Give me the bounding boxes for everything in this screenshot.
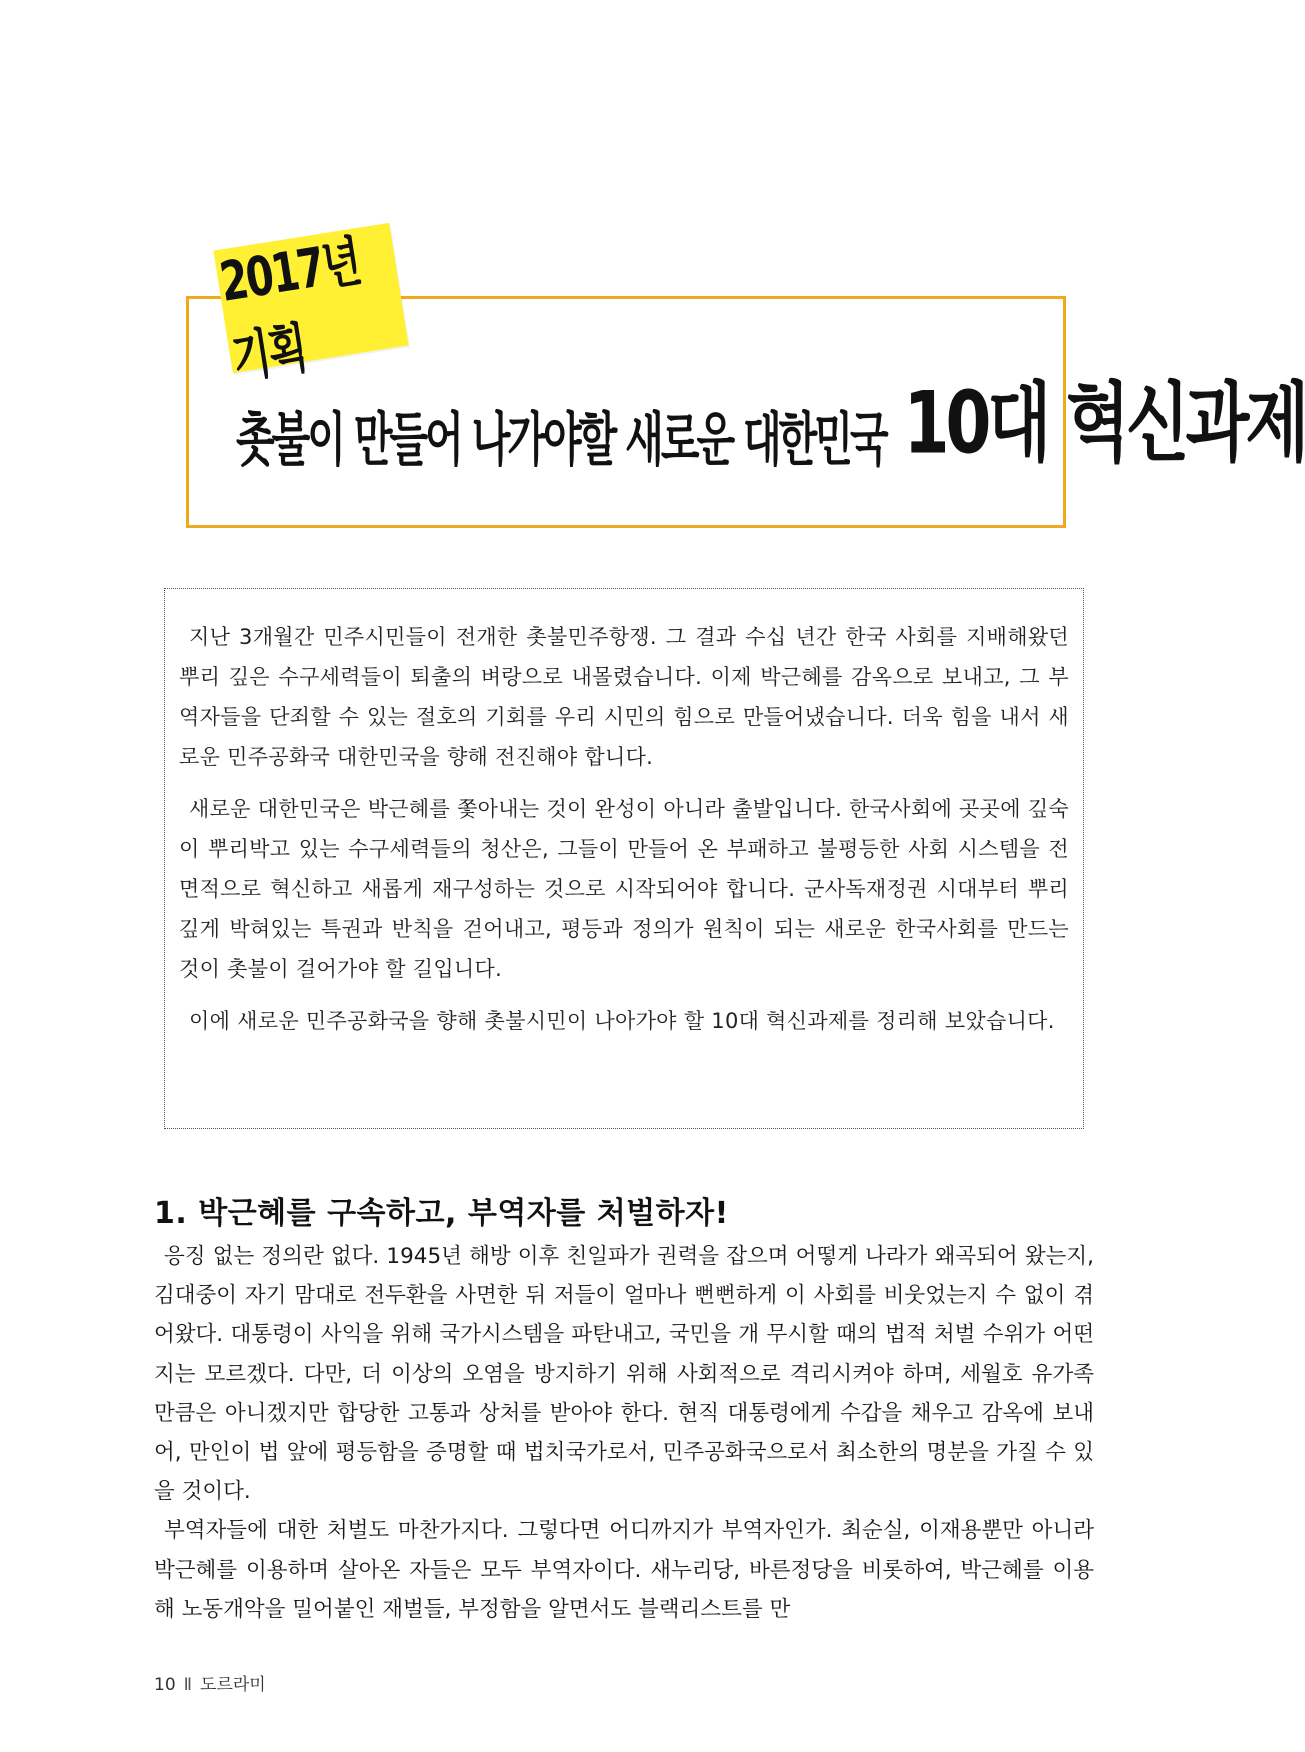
banner-label: 2017년 기획 — [215, 231, 364, 391]
section-heading: 1. 박근혜를 구속하고, 부역자를 처벌하자! — [154, 1196, 729, 1231]
publication-name: 도르라미 — [200, 1675, 266, 1695]
intro-paragraph: 지난 3개월간 민주시민들이 전개한 촛불민주항쟁. 그 결과 수십 년간 한국 사회를 지배해왔던 뿌리 깊은 수구세력들이 퇴출의 벼랑으로 내몰렸습니다. 이제 박근혜를 감옥으로 보내고, 그 부역자들을 단죄할 수 있는 절호의 기회를 우리 시민의 힘으로 만들어냈습니다. 더욱 힘을 내서 새로운 민주공화국 대한민국을 향해 전진해야 합니다. — [179, 625, 1069, 769]
title-highlight: 10대 혁신과제 — [903, 373, 1305, 474]
page-title — [236, 373, 1305, 492]
title-subtitle: 촛불이 만들어 나가야할 새로운 대한민국 — [236, 407, 886, 475]
page-footer — [154, 1670, 266, 1695]
page-number: 10 — [154, 1675, 176, 1695]
body-paragraph: 부역자들에 대한 처벌도 마찬가지다. 그렇다면 어디까지가 부역자인가. 최순실, 이재용뿐만 아니라 박근혜를 이용하며 살아온 자들은 모두 부역자이다. 새누리당, 바른정당을 비롯하여, 박근혜를 이용해 노동개악을 밀어붙인 재벌들, 부정함을 알면서도 블랙리스트를 만 — [154, 1518, 1094, 1622]
body-paragraph: 응징 없는 정의란 없다. 1945년 해방 이후 친일파가 권력을 잡으며 어떻게 나라가 왜곡되어 왔는지, 김대중이 자기 맘대로 전두환을 사면한 뒤 저들이 얼마나 뻔뻔하게 이 사회를 비웃었는지 수 없이 겪어왔다. 대통령이 사익을 위해 국가시스템을 파탄내고, 국민을 개 무시할 때의 법적 처벌 수위가 어떤지는 모르겠다. 다만, 더 이상의 오염을 방지하기 위해 사회적으로 격리시켜야 하며, 세월호 유가족 만큼은 아니겠지만 합당한 고통과 상처를 받아야 한다. 현직 대통령에게 수갑을 채우고 감옥에 보내어, 만인이 법 앞에 평등함을 증명할 때 법치국가로서, 민주공화국으로서 최소한의 명분을 가질 수 있을 것이다. — [154, 1244, 1094, 1505]
footer-separator: Ⅱ — [183, 1675, 193, 1695]
section-body — [154, 1237, 1094, 1629]
intro-paragraph: 이에 새로운 민주공화국을 향해 촛불시민이 나아가야 할 10대 혁신과제를 정리해 보았습니다. — [189, 1009, 1055, 1033]
intro-box — [164, 588, 1084, 1129]
intro-paragraph: 새로운 대한민국은 박근혜를 쫓아내는 것이 완성이 아니라 출발입니다. 한국사회에 곳곳에 깊숙이 뿌리박고 있는 수구세력들의 청산은, 그들이 만들어 온 부패하고 불평등한 사회 시스템을 전면적으로 혁신하고 새롭게 재구성하는 것으로 시작되어야 합니다. 군사독재정권 시대부터 뿌리 깊게 박혀있는 특권과 반칙을 걷어내고, 평등과 정의가 원칙이 되는 새로운 한국사회를 만드는 것이 촛불이 걸어가야 할 길입니다. — [179, 797, 1069, 981]
